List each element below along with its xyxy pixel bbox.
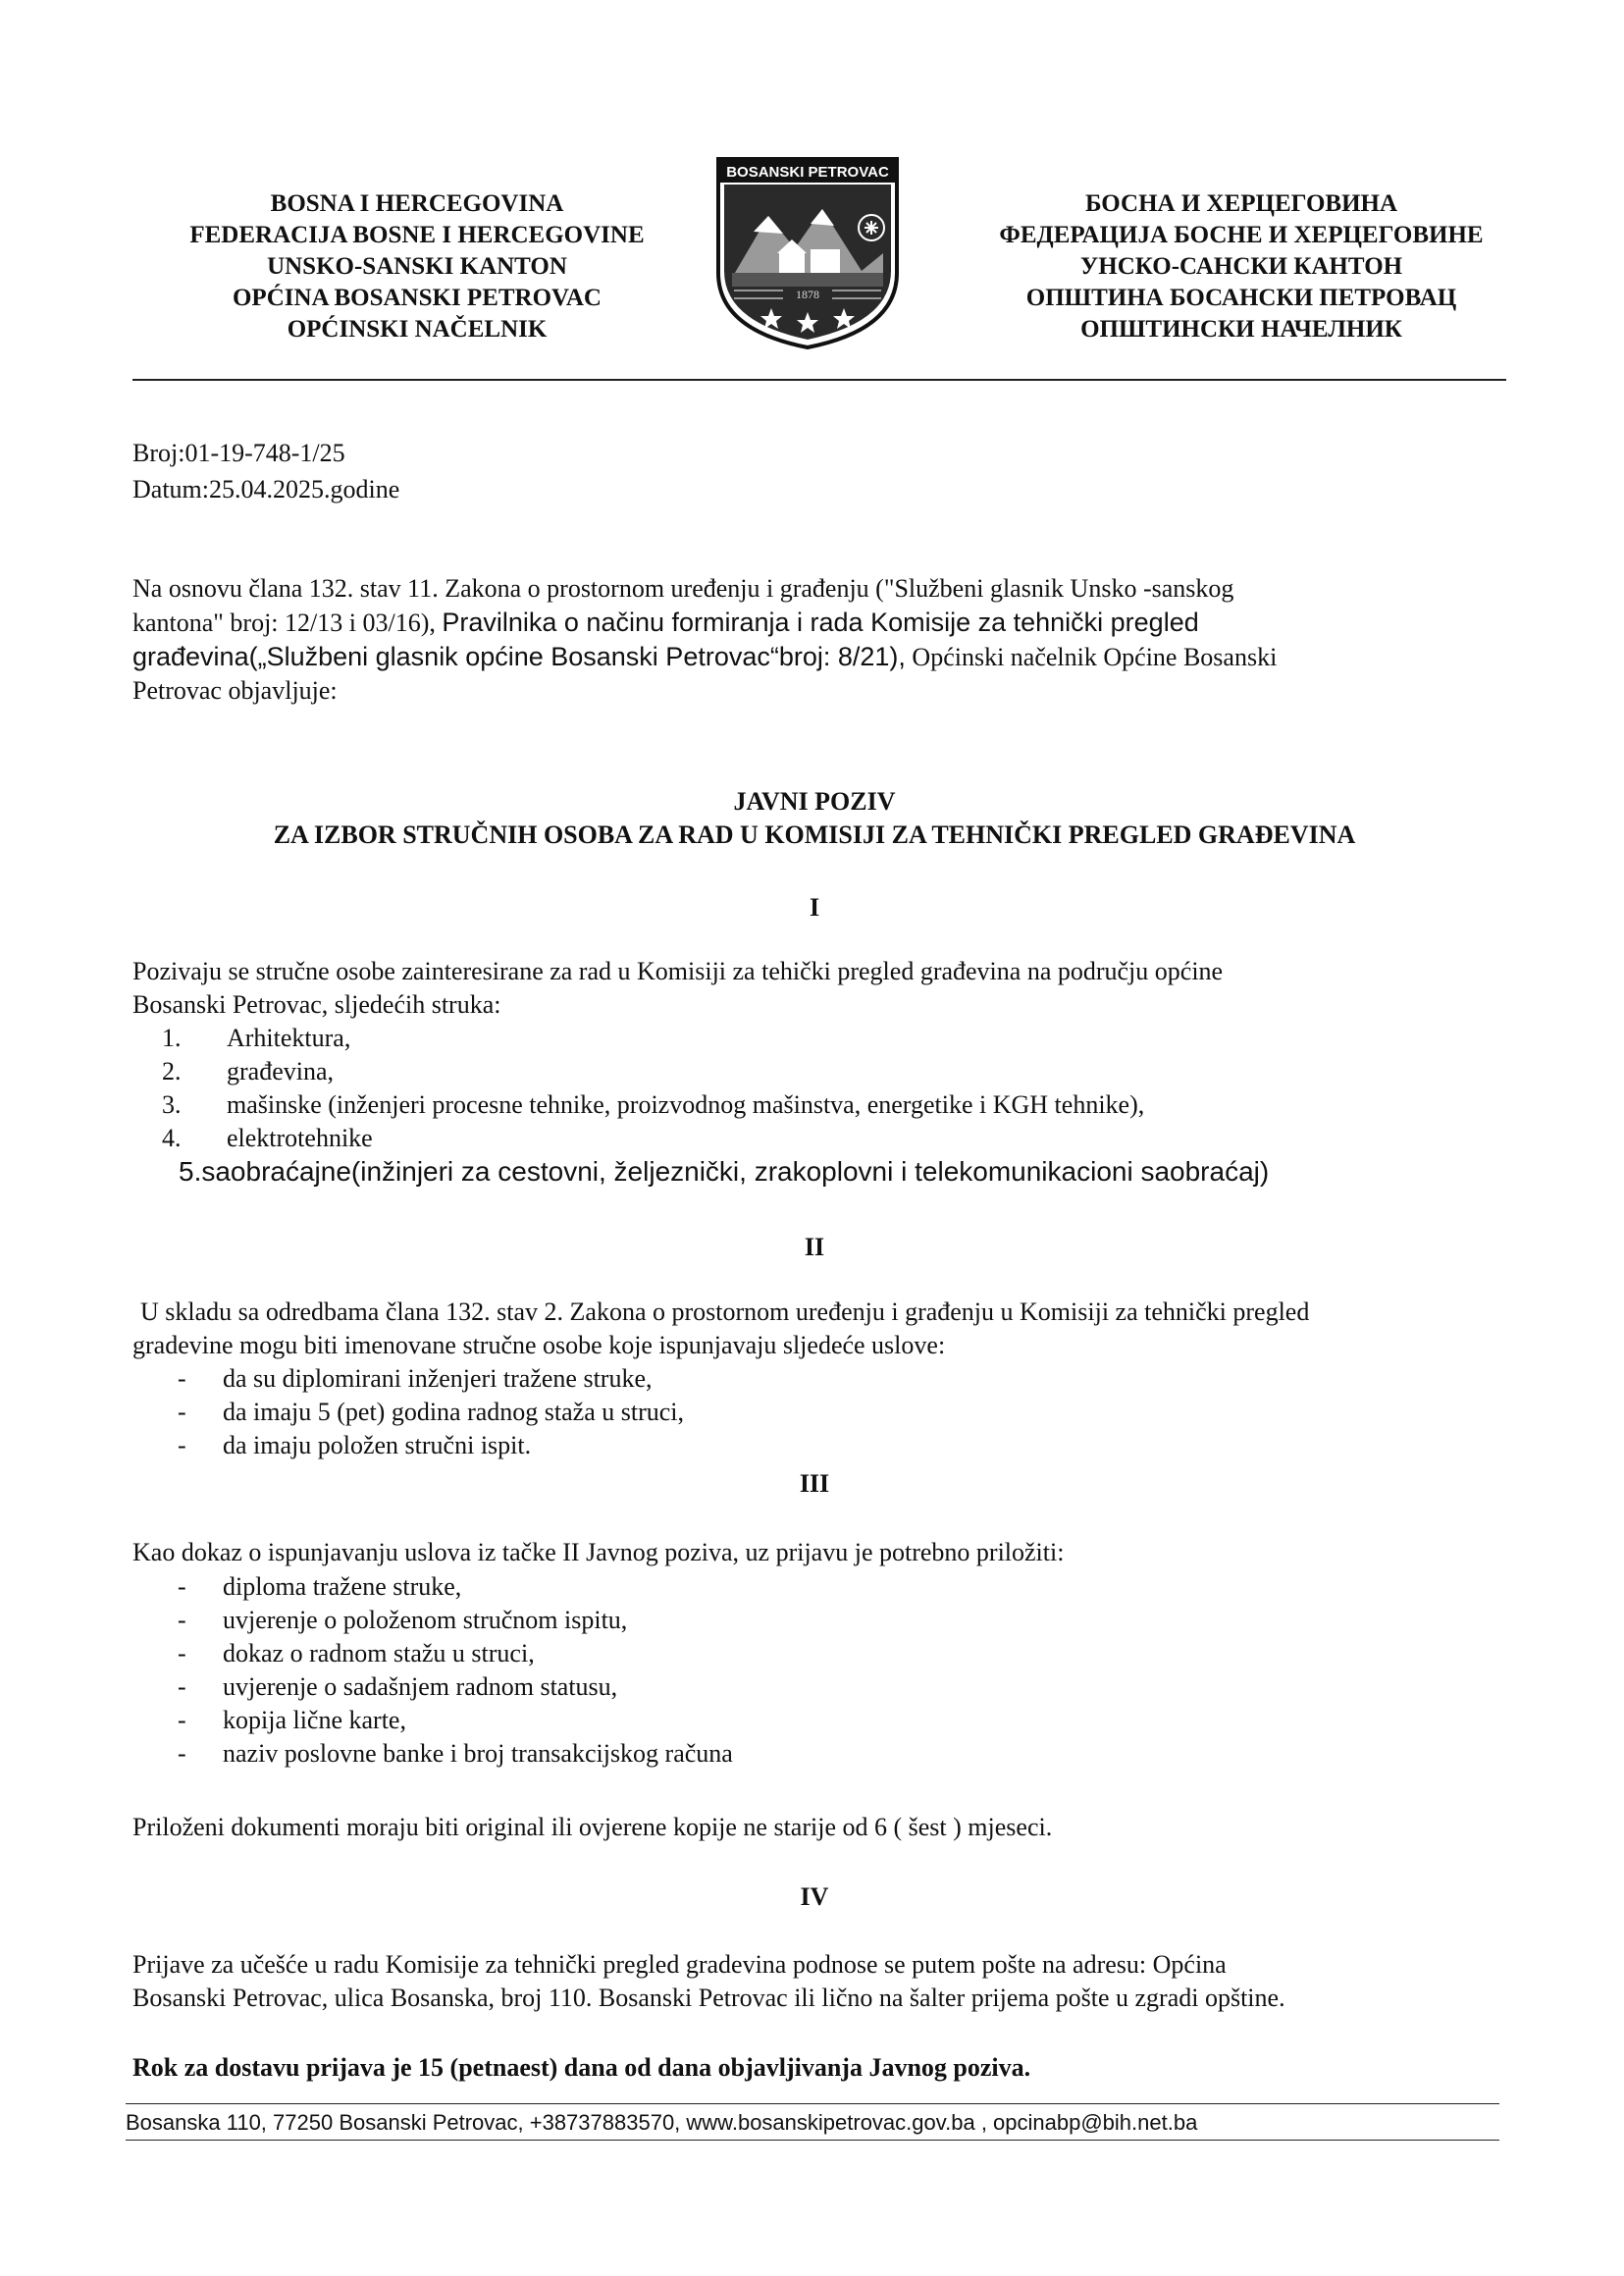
list-item: [162, 1637, 733, 1670]
deadline-notice: [132, 2051, 1496, 2085]
dash-bullet: -: [178, 1431, 186, 1459]
municipality-crest: [714, 155, 901, 351]
list-number: 2.: [162, 1057, 182, 1085]
dash-bullet: -: [178, 1672, 186, 1701]
list-text: uvjerenje o položenom stručnom ispitu,: [223, 1606, 628, 1634]
section4-line: Prijave za učešće u radu Komisije za tehnički pregled gradevina podnose se putem pošte na adresu: Općina: [132, 1950, 1227, 1979]
list-number: 4.: [162, 1124, 182, 1152]
header-left-line: BOSNA I HERCEGOVINA: [270, 190, 564, 217]
title-line: ZA IZBOR STRUČNIH OSOBA ZA RAD U KOMISIJI ZA TEHNIČKI PREGLED GRAĐEVINA: [273, 820, 1356, 849]
title-line: JAVNI POZIV: [733, 787, 896, 816]
dash-bullet: -: [178, 1706, 186, 1734]
intro-paragraph: [132, 572, 1496, 708]
dash-bullet: -: [178, 1639, 186, 1667]
list-text: naziv poslovne banke i broj transakcijskog računa: [223, 1739, 733, 1768]
section1-list: [162, 1022, 1144, 1155]
section-numeral: II: [804, 1233, 825, 1261]
list-item: [162, 1429, 684, 1462]
list-text: dokaz o radnom stažu u struci,: [223, 1639, 535, 1667]
list-item: [162, 1737, 733, 1771]
section3-paragraph: [132, 1536, 1496, 1569]
intro-line-part: građevina(„Službeni glasnik općine Bosanski Petrovac“broj: 8/21),: [132, 642, 906, 671]
list-text: kopija lične karte,: [223, 1706, 406, 1734]
crest-icon: [714, 155, 901, 351]
header-right-cyrillic: [957, 188, 1526, 345]
header-right-line: УНСКО-САНСКИ КАНТОН: [1079, 253, 1403, 280]
section2-line: U skladu sa odredbama člana 132. stav 2. Zakona o prostornom uređenju i građenju u Komisiji za tehnički pregled: [140, 1297, 1310, 1326]
list-text: da imaju 5 (pet) godina radnog staža u struci,: [223, 1398, 685, 1426]
section2-line: gradevine mogu biti imenovane stručne osobe koje ispunjavaju sljedeće uslove:: [132, 1331, 946, 1359]
list-item: [162, 1704, 733, 1737]
dash-bullet: -: [178, 1572, 186, 1601]
list-text: da su diplomirani inženjeri tražene struke,: [223, 1364, 653, 1393]
intro-line: [132, 640, 1496, 674]
list-text: elektrotehnike: [227, 1124, 373, 1152]
intro-line: Petrovac objavljuje:: [132, 676, 338, 705]
list-item: [162, 1088, 1144, 1122]
dash-bullet: -: [178, 1739, 186, 1768]
header-left-latin: [152, 188, 682, 345]
section3-list: [162, 1570, 733, 1771]
intro-line-part: Općinski načelnik Općine Bosanski: [912, 643, 1278, 671]
crest-year: 1878: [796, 288, 819, 301]
section1-paragraph: [132, 955, 1496, 1022]
header-right-line: ФЕДЕРАЦИЈА БОСНЕ И ХЕРЦЕГОВИНЕ: [999, 222, 1484, 248]
list-item-5: 5.saobraćajne(inžinjeri za cestovni, željeznički, zrakoplovni i telekomunikacioni saobraćaj): [179, 1156, 1270, 1187]
section2-list: [162, 1362, 684, 1462]
list-item: [162, 1396, 684, 1429]
header-left-line: OPĆINSKI NAČELNIK: [287, 316, 548, 343]
list-number: 1.: [162, 1024, 182, 1052]
document-date: Datum:25.04.2025.godine: [132, 475, 400, 503]
section3-note: [132, 1811, 1496, 1844]
section3-note-text: Priloženi dokumenti moraju biti original ili ovjerene kopije ne starije od 6 ( šest ) mjeseci.: [132, 1813, 1053, 1841]
list-item: [162, 1570, 733, 1604]
footer-top-rule: [126, 2103, 1499, 2104]
header-right-line: ОПШТИНА БОСАНСКИ ПЕТРОВАЦ: [1025, 285, 1457, 311]
section3-line: Kao dokaz o ispunjavanju uslova iz tačke II Javnog poziva, uz prijavu je potrebno priložiti:: [132, 1538, 1065, 1566]
dash-bullet: -: [178, 1606, 186, 1634]
header-left-line: FEDERACIJA BOSNE I HERCEGOVINE: [189, 222, 645, 248]
intro-line-part: kantona" broj: 12/13 i 03/16),: [132, 609, 436, 637]
list-item: [162, 1670, 733, 1704]
header-divider: [132, 379, 1506, 381]
dash-bullet: -: [178, 1398, 186, 1426]
header-left-line: OPĆINA BOSANSKI PETROVAC: [232, 285, 602, 311]
list-text: Arhitektura,: [227, 1024, 351, 1052]
section4-paragraph: [132, 1948, 1496, 2015]
section4-line: Bosanski Petrovac, ulica Bosanska, broj 110. Bosanski Petrovac ili lično na šalter prijema pošte u zgradi opštine.: [132, 1984, 1285, 2012]
list-text: građevina,: [227, 1057, 335, 1085]
deadline-text: Rok za dostavu prijava je 15 (petnaest) dana od dana objavljivanja Javnog poziva.: [132, 2053, 1031, 2082]
footer-bottom-rule: [126, 2140, 1499, 2141]
header-right-line: ОПШТИНСКИ НАЧЕЛНИК: [1080, 316, 1402, 343]
section-numeral: IV: [800, 1882, 829, 1911]
footer-contact: Bosanska 110, 77250 Bosanski Petrovac, +38737883570, www.bosanskipetrovac.gov.ba , opcinabp@bih.net.ba: [126, 2110, 1198, 2135]
intro-line: [132, 606, 1496, 640]
list-item: [162, 1604, 733, 1637]
section2-paragraph: [132, 1296, 1496, 1362]
header-left-line: UNSKO-SANSKI KANTON: [267, 253, 567, 280]
list-item: [162, 1362, 684, 1396]
document-meta: [132, 435, 1496, 507]
list-text: diploma tražene struke,: [223, 1572, 462, 1601]
dash-bullet: -: [178, 1364, 186, 1393]
header-right-line: БОСНА И ХЕРЦЕГОВИНА: [1084, 190, 1398, 217]
list-number: 3.: [162, 1090, 182, 1119]
section1-line: Bosanski Petrovac, sljedećih struka:: [132, 990, 501, 1019]
section-numeral: I: [809, 893, 820, 922]
document-number: Broj:01-19-748-1/25: [132, 439, 345, 467]
list-item: [162, 1022, 1144, 1055]
document-title: [132, 785, 1496, 852]
crest-banner: BOSANSKI PETROVAC: [726, 164, 889, 181]
section1-line: Pozivaju se stručne osobe zainteresirane za rad u Komisiji za tehički pregled građevina na području općine: [132, 957, 1224, 985]
list-item: [162, 1055, 1144, 1088]
list-text: mašinske (inženjeri procesne tehnike, proizvodnog mašinstva, energetike i KGH tehnike),: [227, 1090, 1145, 1119]
intro-line-part: Pravilnika o načinu formiranja i rada Komisije za tehnički pregled: [442, 608, 1199, 637]
section-numeral: III: [799, 1469, 830, 1498]
list-text: da imaju položen stručni ispit.: [223, 1431, 532, 1459]
list-text: uvjerenje o sadašnjem radnom statusu,: [223, 1672, 618, 1701]
list-item: [162, 1122, 1144, 1155]
intro-line: Na osnovu člana 132. stav 11. Zakona o prostornom uređenju i građenju ("Službeni glasnik Unsko -sanskog: [132, 574, 1234, 603]
